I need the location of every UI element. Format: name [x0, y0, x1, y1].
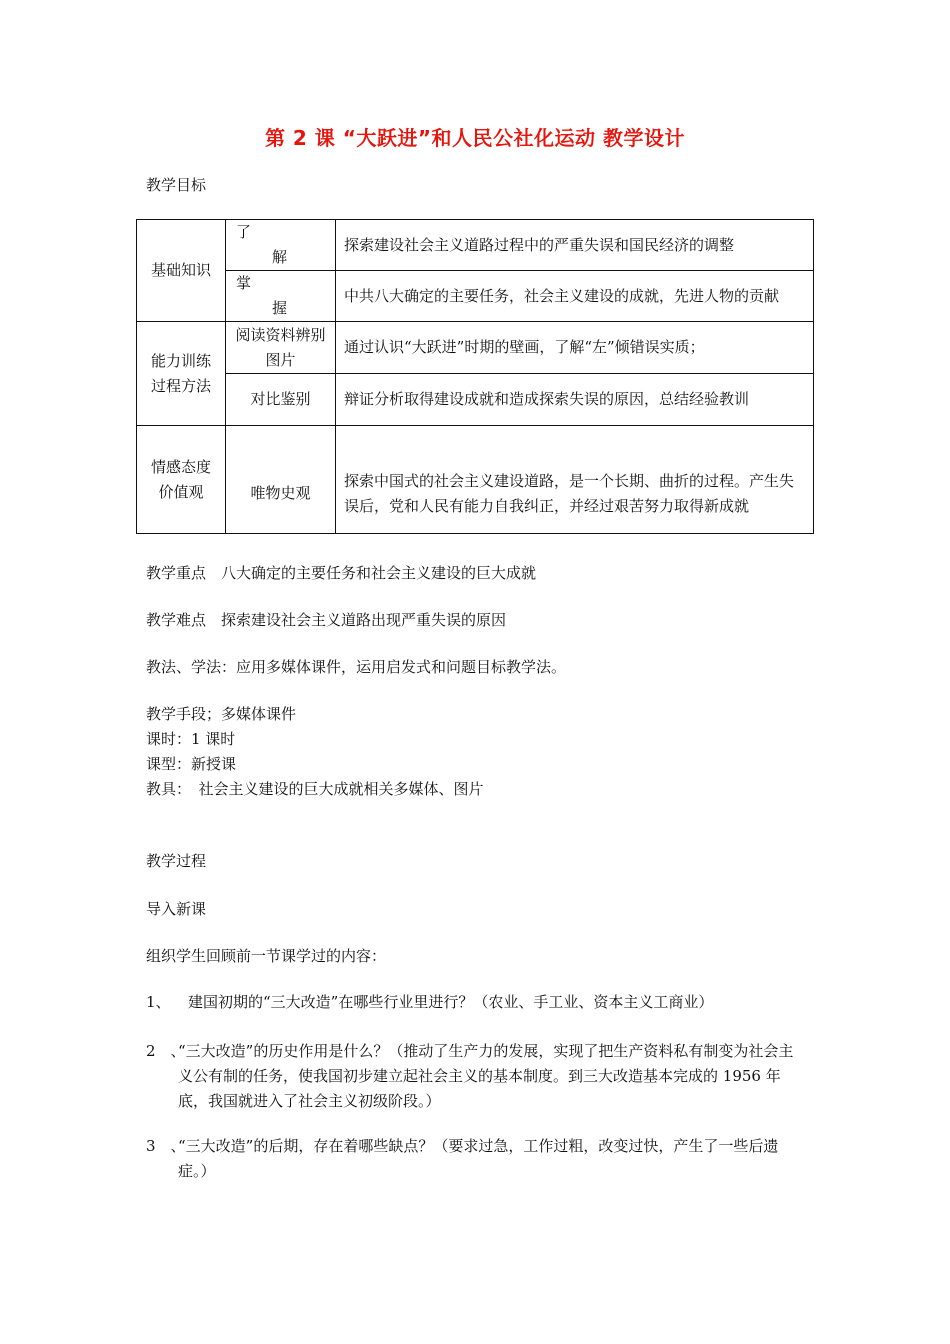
- question-text: 建国初期的“三大改造”在哪些行业里进行？（农业、手工业、资本主义工商业）: [188, 993, 714, 1011]
- question-text: “三大改造”的历史作用是什么？（推动了生产力的发展，实现了把生产资料私有制变为社会主义公有制的任务，使我国初步建立起社会主义的基本制度。到三大改造基本完成的 1956 年底，我国就进入了社会主义初级阶段。）: [178, 1042, 794, 1110]
- content-cell: 通过认识“大跃进”时期的壁画，了解“左”倾错误实质；: [336, 322, 814, 374]
- content-cell: 探索建设社会主义道路过程中的严重失误和国民经济的调整: [336, 220, 814, 271]
- difficult-point: 教学难点 探索建设社会主义道路出现严重失误的原因: [146, 611, 507, 629]
- category-cell: 基础知识: [137, 220, 226, 322]
- question-item: [146, 1134, 801, 1184]
- subcategory-cell: [226, 271, 336, 322]
- question-item: [146, 1039, 801, 1114]
- table-row: [137, 426, 814, 534]
- table-row: [137, 271, 814, 322]
- question-item: [146, 991, 713, 1012]
- subcategory-part: 掌: [236, 274, 252, 292]
- teaching-tools: 教具： 社会主义建设的巨大成就相关多媒体、图片: [146, 780, 484, 798]
- lesson-type: 课型：新授课: [146, 755, 237, 773]
- subcategory-cell: 唯物史观: [226, 426, 336, 534]
- subcategory-cell: 对比鉴别: [226, 374, 336, 426]
- class-hours: 课时：1 课时: [146, 730, 236, 748]
- category-cell: 情感态度价值观: [137, 426, 226, 534]
- subcategory-part: 握: [272, 299, 288, 317]
- question-number: 2 、: [146, 1042, 186, 1060]
- intro-heading: 导入新课: [146, 900, 207, 918]
- content-cell: 中共八大确定的主要任务，社会主义建设的成就，先进人物的贡献: [336, 271, 814, 322]
- objectives-heading: 教学目标: [146, 176, 207, 194]
- table-row: [137, 220, 814, 271]
- document-title: 第 2 课 “大跃进”和人民公社化运动 教学设计: [264, 126, 686, 150]
- content-cell: 辩证分析取得建设成就和造成探索失误的原因，总结经验教训: [336, 374, 814, 426]
- content-cell: 探索中国式的社会主义建设道路，是一个长期、曲折的过程。产生失误后，党和人民有能力自我纠正，并经过艰苦努力取得新成就: [336, 426, 814, 534]
- subcategory-part: 解: [272, 248, 288, 266]
- objectives-table: [136, 219, 814, 534]
- question-number: 3 、: [146, 1137, 186, 1155]
- subcategory-part: 了: [236, 223, 252, 241]
- review-prompt: 组织学生回顾前一节课学过的内容：: [146, 947, 387, 965]
- teaching-methods: 教法、学法：应用多媒体课件，运用启发式和问题目标教学法。: [146, 658, 567, 676]
- subcategory-cell: [226, 220, 336, 271]
- subcategory-cell: 阅读资料辨别图片: [226, 322, 336, 374]
- question-number: 1、: [146, 993, 171, 1011]
- teaching-means: 教学手段；多媒体课件: [146, 705, 297, 723]
- process-heading: 教学过程: [146, 852, 207, 870]
- table-row: [137, 322, 814, 374]
- table-row: [137, 374, 814, 426]
- key-point: 教学重点 八大确定的主要任务和社会主义建设的巨大成就: [146, 564, 537, 582]
- category-cell: 能力训练过程方法: [137, 322, 226, 426]
- question-text: “三大改造”的后期，存在着哪些缺点？（要求过急，工作过粗，改变过快，产生了一些后遗症。）: [178, 1137, 779, 1180]
